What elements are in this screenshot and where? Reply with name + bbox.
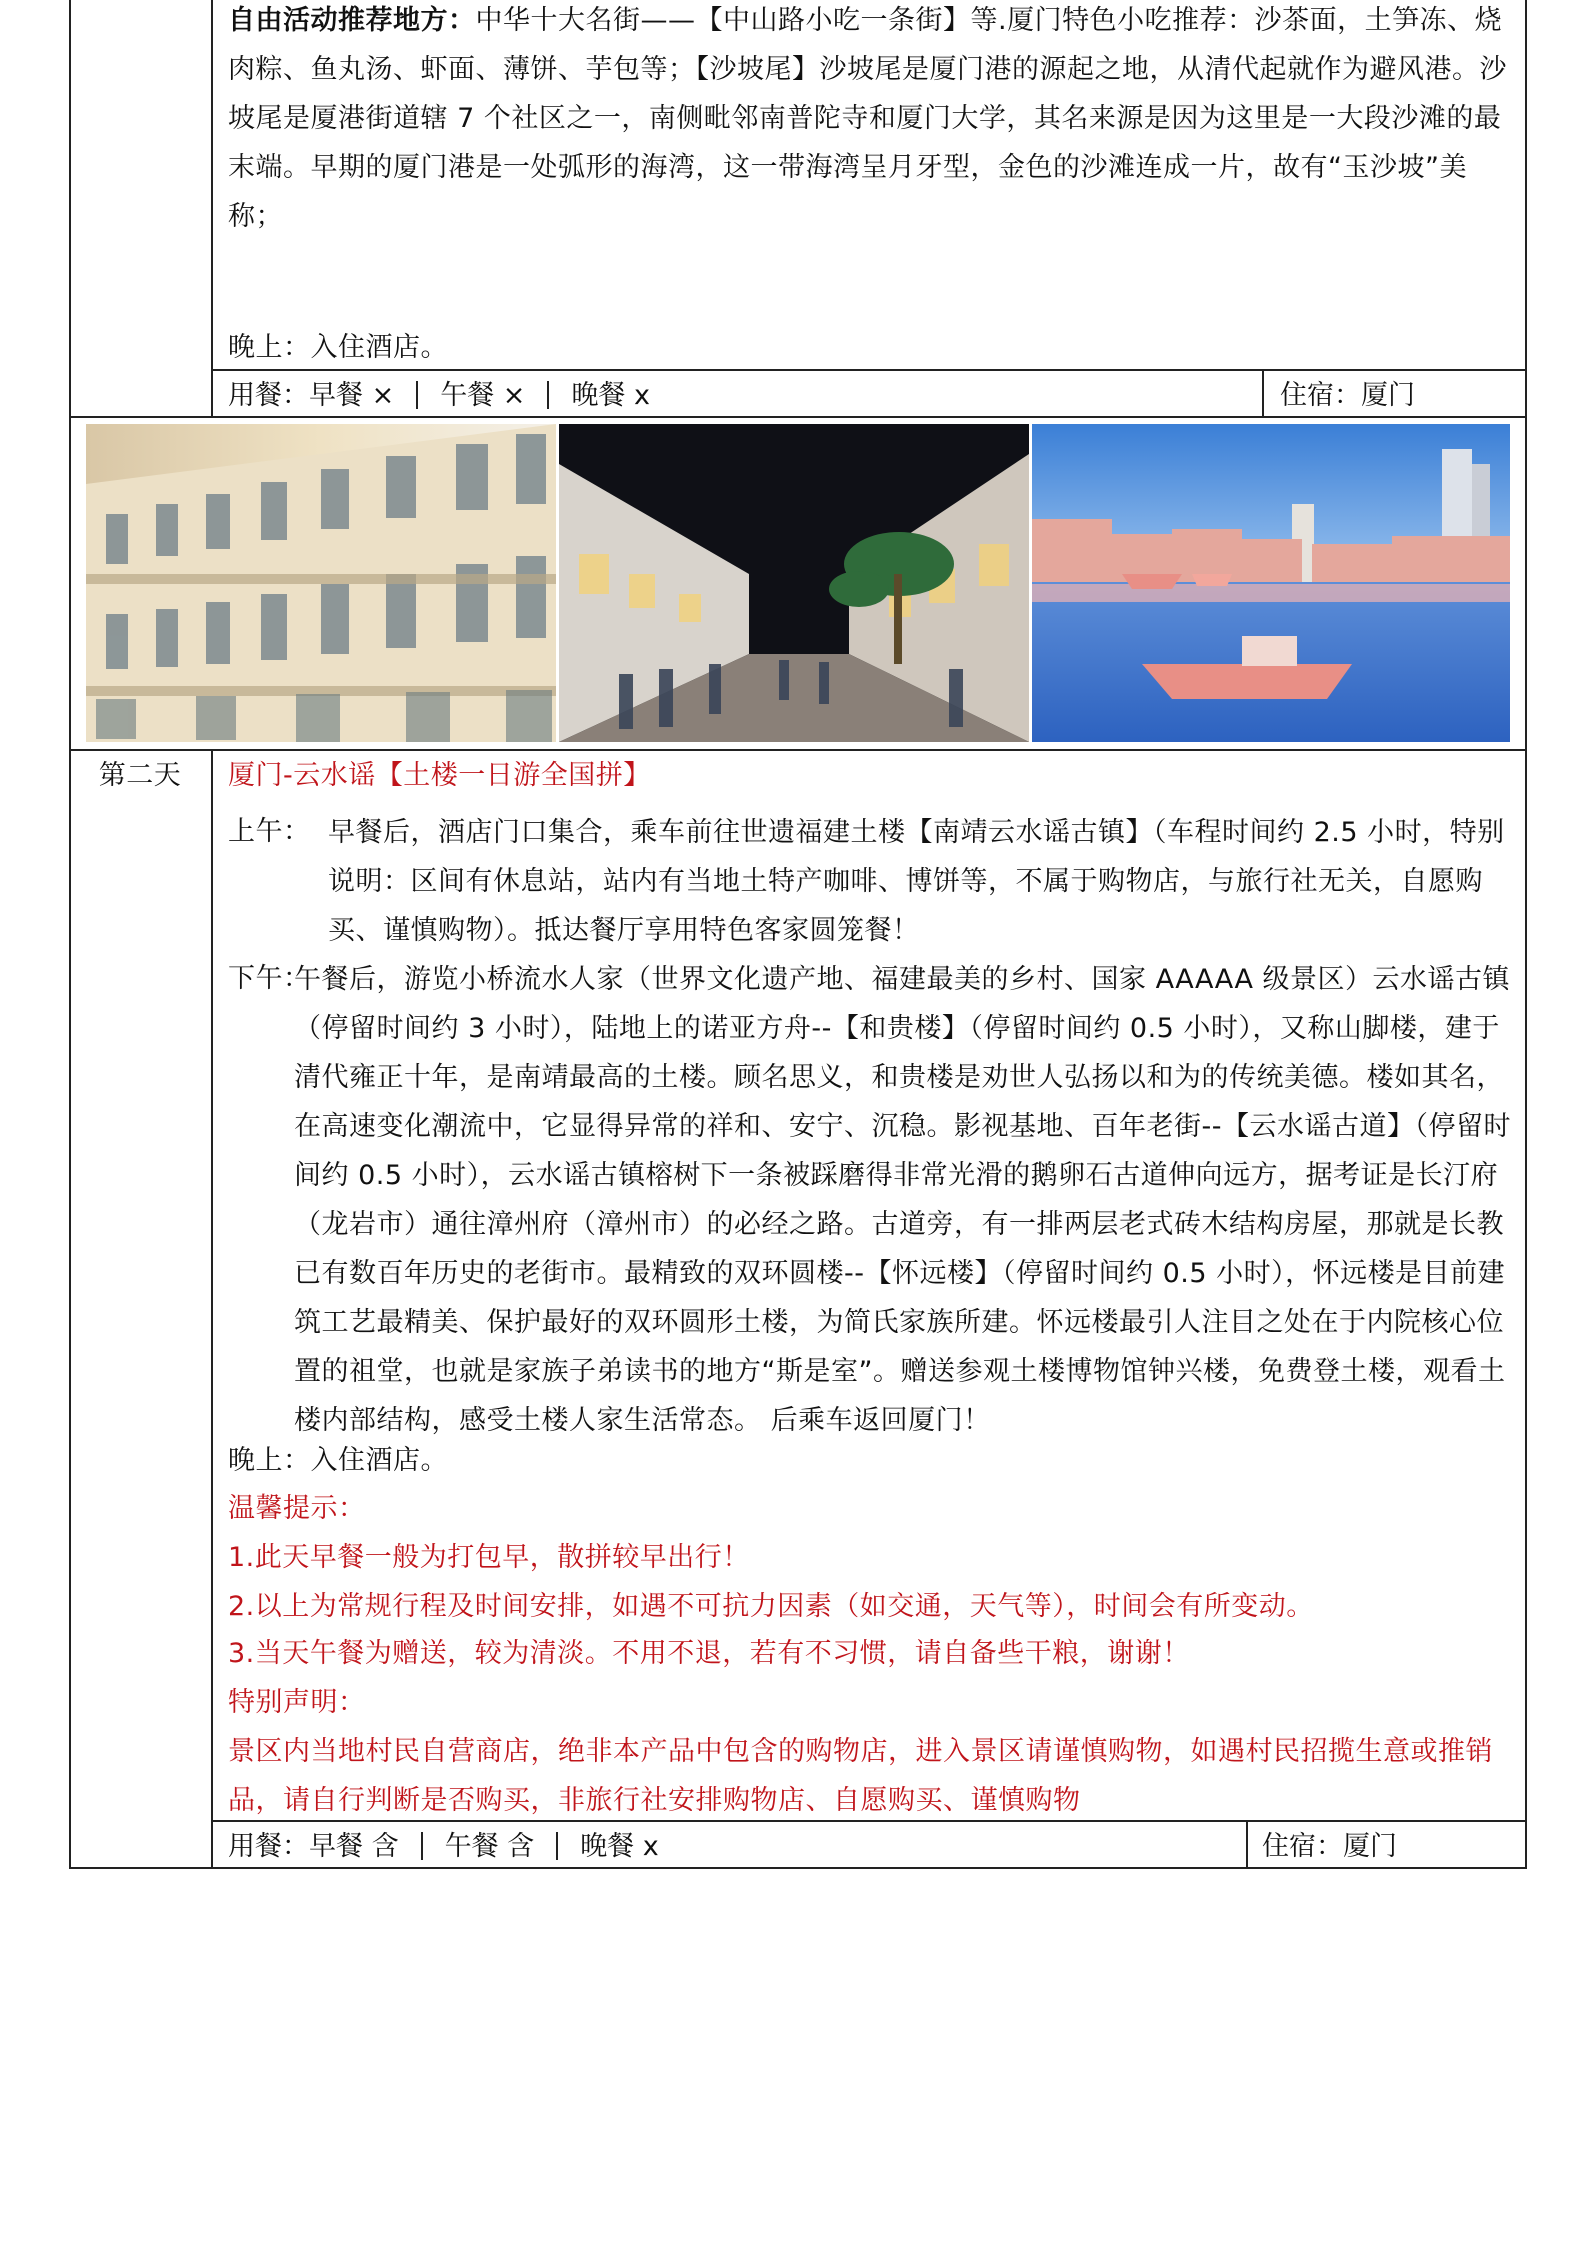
meal-breakfast: 早餐 × (309, 380, 395, 411)
meal-breakfast: 早餐 含 (309, 1831, 399, 1862)
morning-text: 早餐后，酒店门口集合，乘车前往世遗福建土楼【南靖云水谣古镇】（车程时间约 2.5 小时，特别说明：区间有休息站，站内有当地土特产咖啡、博饼等，不属于购物店，与旅行社无关，自愿购买、谨慎购物）。抵达餐厅享用特色客家圆笼餐！ (328, 817, 1505, 946)
afternoon-label: 下午： (228, 963, 311, 994)
meals-prefix: 用餐： (228, 1831, 309, 1862)
table-border-right (1525, 0, 1527, 417)
day2-border-right (1525, 749, 1527, 1868)
photo-shapowei-harbor (1032, 424, 1510, 742)
afternoon-text: 午餐后，游览小桥流水人家（世界文化遗产地、福建最美的乡村、国家 AAAAA 级景区）云水谣古镇（停留时间约 3 小时），陆地上的诺亚方舟--【和贵楼】（停留时间约 0.5 小时），又称山脚楼，建于清代雍正十年，是南靖最高的土楼。顾名思义，和贵楼是劝世人弘扬以和为的传统美德。楼如其名，在高速变化潮流中，它显得异常的祥和、安宁、沉稳。影视基地、百年老街--【云水谣古道】（停留时间约 0.5 小时），云水谣古镇榕树下一条被踩磨得非常光滑的鹅卵石古道伸向远方，据考证是长汀府（龙岩市）通往漳州府（漳州市）的必经之路。古道旁，有一排两层老式砖木结构房屋，那就是长教已有数百年历史的老街市。最精致的双环圆楼--【怀远楼】（停留时间约 0.5 小时），怀远楼是目前建筑工艺最精美、保护最好的双环圆形土楼，为简氏家族所建。怀远楼最引人注目之处在于内院核心位置的祖堂，也就是家族子弟读书的地方“斯是室”。赠送参观土楼博物馆钟兴楼，免费登土楼，观看土楼内部结构，感受土楼人家生活常态。 后乘车返回厦门！ (294, 964, 1511, 1436)
meal-dinner: 晚餐 x (580, 1831, 659, 1862)
meal-lunch: 午餐 含 (444, 1831, 535, 1862)
day1-evening: 晚上：入住酒店。 (228, 332, 448, 363)
notice-title: 特别声明： (228, 1687, 366, 1718)
tip-item: 2.以上为常规行程及时间安排，如遇不可抗力因素（如交通，天气等），时间会有所变动。 (228, 1591, 1314, 1622)
meal-separator (547, 381, 549, 409)
photo-row-bottom-border (69, 749, 1527, 751)
meal-separator (556, 1832, 558, 1860)
day2-column-divider (211, 749, 213, 1868)
meal-separator (416, 381, 418, 409)
photo-qilou-arcade (86, 424, 556, 742)
morning-label: 上午： (228, 816, 311, 847)
photo-row-border-right (1525, 416, 1527, 750)
day2-lodging-divider (1246, 1820, 1248, 1868)
day2-title: 厦门-云水谣【土楼一日游全国拼】 (228, 760, 651, 791)
meal-separator (421, 1832, 423, 1860)
free-activity-paragraph (228, 0, 1513, 241)
meals-prefix: 用餐： (228, 380, 309, 411)
photo-row-border-left (69, 416, 71, 750)
tip-item: 1.此天早餐一般为打包早，散拼较早出行！ (228, 1542, 750, 1573)
notice-text: 景区内当地村民自营商店，绝非本产品中包含的购物店，进入景区请谨慎购物，如遇村民招揽生意或推销品，请自行判断是否购买，非旅行社安排购物店、自愿购买、谨慎购物 (228, 1736, 1493, 1816)
day2-evening: 晚上：入住酒店。 (228, 1445, 448, 1476)
photo-zhongshan-road-night (559, 424, 1029, 742)
tips-title: 温馨提示： (228, 1493, 366, 1524)
day1-meals (228, 372, 650, 420)
day2-lodging: 住宿：厦门 (1262, 1831, 1397, 1862)
lodging-divider (1262, 369, 1264, 417)
day2-border-left (69, 749, 71, 1868)
free-activity-text: 中华十大名街——【中山路小吃一条街】等.厦门特色小吃推荐：沙茶面，土笋冻、烧肉粽、鱼丸汤、虾面、薄饼、芋包等；【沙坡尾】沙坡尾是厦门港的源起之地，从清代起就作为避风港。沙坡尾是厦港街道辖 7 个社区之一，南侧毗邻南普陀寺和厦门大学，其名来源是因为这里是一大段沙滩的最末端。早期的厦门港是一处弧形的海湾，这一带海湾呈月牙型，金色的沙滩连成一片，故有“玉沙坡”美称； (228, 5, 1507, 232)
table-border-left (69, 0, 71, 417)
tip-item: 3.当天午餐为赠送，较为清淡。不用不退，若有不习惯，请自备些干粮，谢谢！ (228, 1638, 1190, 1669)
day1-lodging: 住宿：厦门 (1280, 380, 1415, 411)
free-activity-label: 自由活动推荐地方： (228, 5, 476, 36)
day2-meals (228, 1823, 659, 1871)
meal-dinner: 晚餐 x (571, 380, 650, 411)
table-column-divider (211, 0, 213, 417)
day2-label: 第二天 (98, 760, 182, 791)
meal-lunch: 午餐 × (440, 380, 526, 411)
